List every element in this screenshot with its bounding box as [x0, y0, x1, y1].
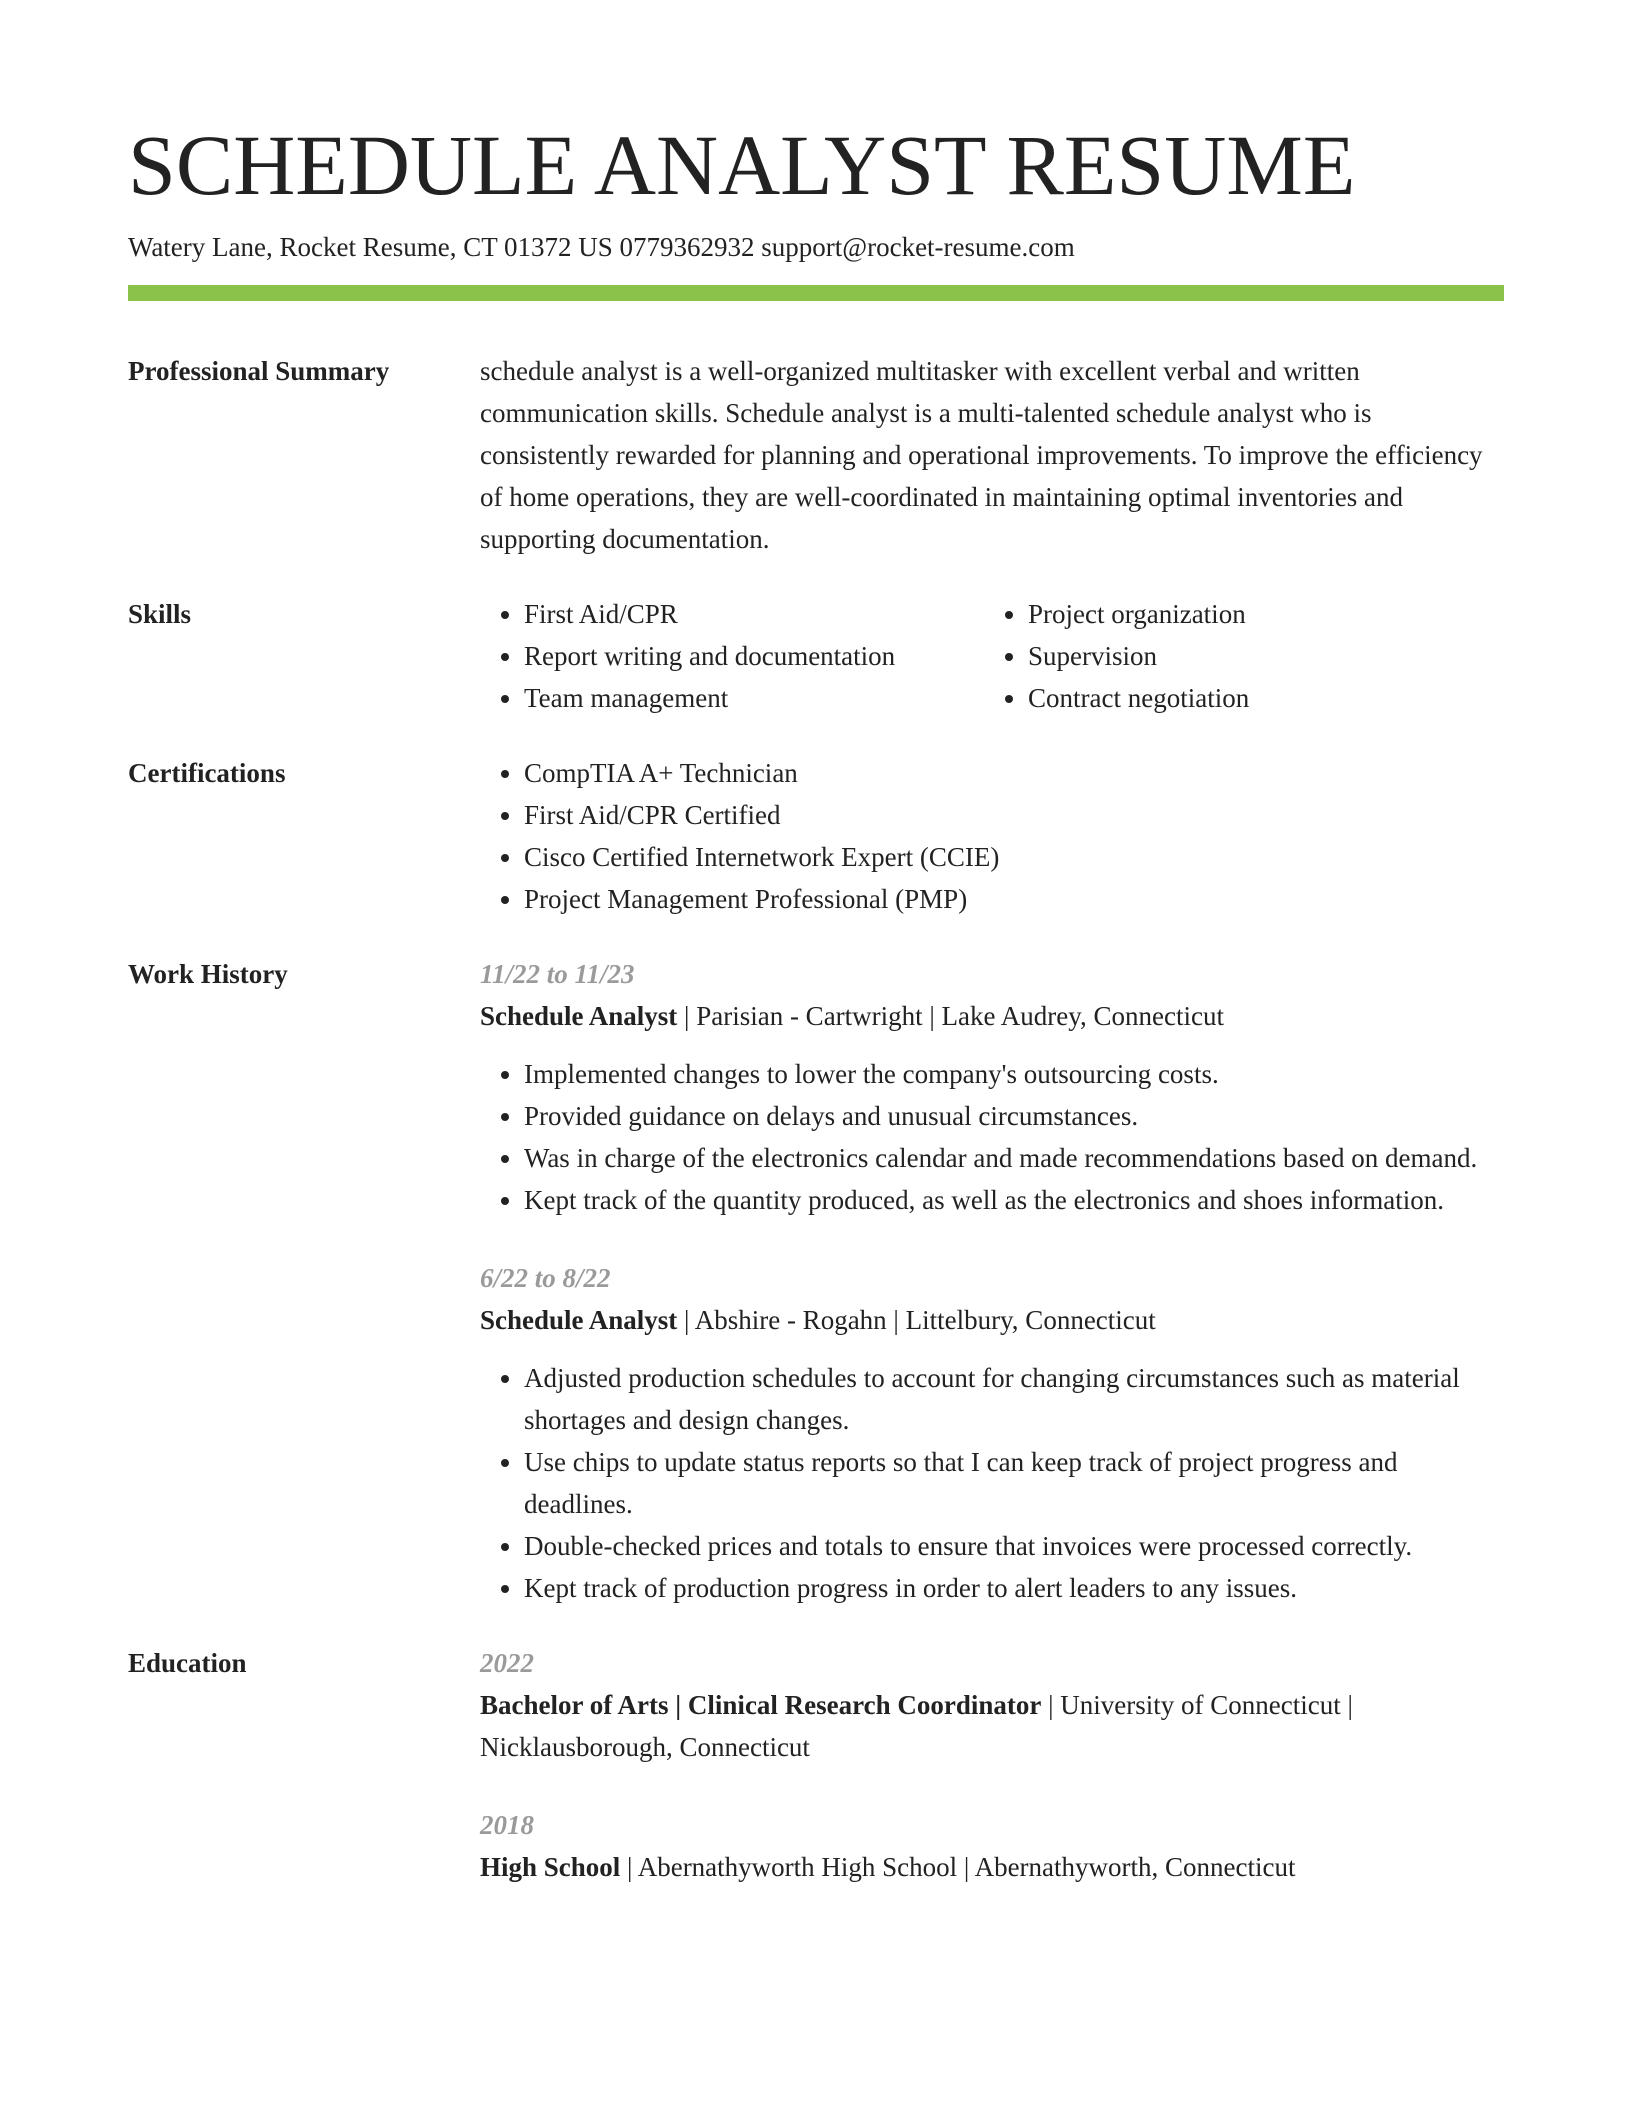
skill-item: • Report writing and documentation — [524, 635, 984, 677]
job-role-line — [480, 1299, 1504, 1341]
education-entry — [480, 1804, 1504, 1888]
summary-section — [128, 350, 1504, 560]
skill-item: • Supervision — [1028, 635, 1488, 677]
contact-line: Watery Lane, Rocket Resume, CT 01372 US 0779362932 support@rocket-resume.com — [128, 232, 1075, 262]
work-history-body — [480, 953, 1504, 1609]
certification-item: • Cisco Certified Internetwork Expert (CCIE) — [524, 836, 1504, 878]
skill-item: • Project organization — [1028, 593, 1488, 635]
job-bullet: • Adjusted production schedules to account for changing circumstances such as material shortages and design changes. — [524, 1357, 1504, 1441]
certifications-section — [128, 752, 1504, 920]
summary-body — [480, 350, 1504, 560]
education-line — [480, 1684, 1504, 1768]
education-year: 2018 — [480, 1810, 534, 1840]
job-bullet: • Provided guidance on delays and unusual circumstances. — [524, 1095, 1504, 1137]
education-heading: Education — [128, 1648, 247, 1678]
skills-body — [480, 593, 1504, 719]
education-line — [480, 1846, 1504, 1888]
accent-divider — [128, 285, 1504, 301]
education-details: | University of Connecticut | Nicklausborough, Connecticut — [480, 1690, 1353, 1762]
job-bullet: • Kept track of production progress in order to alert leaders to any issues. — [524, 1567, 1504, 1609]
certifications-body — [480, 752, 1504, 920]
job-details: | Parisian - Cartwright | Lake Audrey, Connecticut — [677, 1001, 1224, 1031]
skills-column-left — [480, 593, 984, 719]
education-body — [480, 1642, 1504, 1888]
job-entry — [480, 1257, 1504, 1609]
job-entry — [480, 953, 1504, 1221]
skills-column-right — [984, 593, 1488, 719]
education-degree: High School — [480, 1852, 621, 1882]
skills-heading: Skills — [128, 599, 192, 629]
job-bullet: • Kept track of the quantity produced, as well as the electronics and shoes information. — [524, 1179, 1504, 1221]
skills-grid — [480, 593, 1504, 719]
education-degree: Bachelor of Arts | Clinical Research Coordinator — [480, 1690, 1042, 1720]
summary-text: schedule analyst is a well-organized multitasker with excellent verbal and written communication skills. Schedule analyst is a multi-talented schedule analyst who is consistently rewarded for planning and operational improvements. To improve the efficiency of home operations, they are well-coordinated in maintaining optimal inventories and supporting documentation. — [480, 356, 1483, 554]
summary-heading: Professional Summary — [128, 356, 390, 386]
skills-section — [128, 593, 1504, 719]
resume-title: SCHEDULE ANALYST RESUME — [128, 117, 1356, 213]
skill-item: • First Aid/CPR — [524, 593, 984, 635]
job-role-line — [480, 995, 1504, 1037]
job-details: | Abshire - Rogahn | Littelbury, Connecticut — [677, 1305, 1156, 1335]
job-bullet: • Use chips to update status reports so that I can keep track of project progress and deadlines. — [524, 1441, 1504, 1525]
education-entry — [480, 1642, 1504, 1768]
job-title: Schedule Analyst — [480, 1305, 678, 1335]
skill-item: • Team management — [524, 677, 984, 719]
education-section — [128, 1642, 1504, 1888]
work-history-heading: Work History — [128, 959, 288, 989]
certification-item: • CompTIA A+ Technician — [524, 752, 1504, 794]
education-details: | Abernathyworth High School | Abernathyworth, Connecticut — [620, 1852, 1296, 1882]
job-dates: 11/22 to 11/23 — [480, 959, 635, 989]
job-bullet: • Was in charge of the electronics calendar and made recommendations based on demand. — [524, 1137, 1504, 1179]
education-year: 2022 — [480, 1648, 534, 1678]
skill-item: • Contract negotiation — [1028, 677, 1488, 719]
work-history-section — [128, 953, 1504, 1609]
certification-item: • Project Management Professional (PMP) — [524, 878, 1504, 920]
job-title: Schedule Analyst — [480, 1001, 678, 1031]
job-bullet: • Implemented changes to lower the company's outsourcing costs. — [524, 1053, 1504, 1095]
resume-sections — [128, 350, 1504, 1921]
job-dates: 6/22 to 8/22 — [480, 1263, 611, 1293]
certification-item: • First Aid/CPR Certified — [524, 794, 1504, 836]
certifications-heading: Certifications — [128, 758, 286, 788]
job-bullet: • Double-checked prices and totals to ensure that invoices were processed correctly. — [524, 1525, 1504, 1567]
